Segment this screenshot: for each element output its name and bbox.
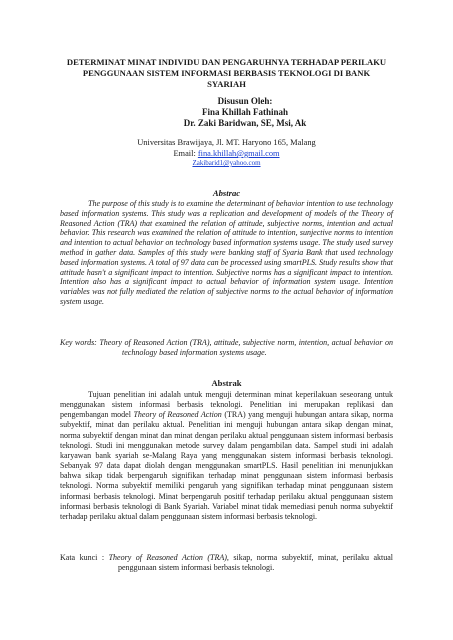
keywords-id-rest: , sikap, norma subyektif, minat, perilaku aktual penggunaan sistem informasi berbasis teknologi. <box>118 553 393 572</box>
affiliation-block <box>60 137 393 168</box>
keywords-en: Key words: Theory of Reasoned Action (TRA), attitude, subjective norm, intention, actual behavior on technology based information systems usage. <box>60 338 393 357</box>
affiliation-address: Universitas Brawijaya, Jl. MT. Haryono 165, Malang <box>137 138 316 147</box>
abstract-id-heading: Abstrak <box>211 378 242 388</box>
abstract-id-body <box>60 390 393 522</box>
abstract-en-body: The purpose of this study is to examine the determinant of behavior intention to use technology based information systems. This study was a replication and development of models of the Theory of Reasoned Action (TRA) that examined the relation of attitude, subjective norms, intention and actual behavior. This research was examined the relation of attitude to intention, sunjective norms to intention and intention to actual behavior on technology based information systems usage. The study used survey method in gather data. Samples of this study were banking staff of Syaria Bank that used technology based information systems. A total of 97 data can be processed using smartPLS. Study results show that attitude hasn't a significant impact to intention. Subjective norms has a significant impact to intention. Intention also has a significant impact to actual behavior of information system usage. Intention variables was not fully mediated the relation of subjective norms to the actual behavior of information system usage. <box>60 199 393 306</box>
abstract-en-heading: Abstrac <box>212 188 241 198</box>
keywords-id-label: Kata kunci : <box>60 553 109 562</box>
paper-title <box>60 57 393 90</box>
email-label: Email: <box>173 149 196 158</box>
title-line-2: PENGGUNAAN SISTEM INFORMASI BERBASIS TEKNOLOGI DI BANK <box>82 68 371 78</box>
title-line-1: DETERMINAT MINAT INDIVIDU DAN PENGARUHNYA TERHADAP PERILAKU <box>66 57 387 67</box>
email-link-2[interactable]: Zakibarid1@yahoo.com <box>192 159 261 167</box>
authors-label: Disusun Oleh: <box>217 96 273 106</box>
abstract-id-italic: Theory of Reasoned Action <box>133 410 222 420</box>
authors-block <box>130 96 360 129</box>
abstract-id-text-1: Tujuan penelitian ini adalah untuk menguji determinan minat keperilakuan seseorang untuk menggunakan sistem informasi berbasis teknologi. Penelitian ini merupakan replikasi dan pengembangan model <box>60 390 393 420</box>
author-2: Dr. Zaki Baridwan, SE, Msi, Ak <box>183 118 307 128</box>
author-1: Fina Khillah Fathinah <box>201 107 289 117</box>
email-line <box>60 148 393 159</box>
abstract-id-text-2: (TRA) yang menguji hubungan antara sikap, norma subyektif, minat dan perilaku aktual. Penelitian ini menguji hubungan antara sikap dengan minat, norma subyektif dengan minat dan minat dengan perilaku aktual penggunaan sistem informasi berbasis teknologi. Studi ini menggunakan metode survey dalam pengambilan data. Sampel studi ini adalah karyawan bank syariah se-Malang Raya yang menggunakan sistem informasi berbasis teknologi. Sebanyak 97 data dapat diolah dengan menggunakan smartPLS. Hasil penelitian ini menunjukkan bahwa sikap tidak berpengaruh signifikan terhadap minat penggunaan sistem informasi berbasis teknologi. Norma subyektif memiliki pengaruh yang signifikan terhadap minat penggunaan sistem informasi berbasis teknologi. Minat berpengaruh positif terhadap perilaku aktual penggunaan sistem informasi berbasis teknologi di Bank Syariah. Variabel minat tidak memediasi penuh norma subyektif terhadap perilaku aktual dalam penggunaan sistem informasi berbasis teknologi. <box>60 410 393 521</box>
title-line-3: SYARIAH <box>207 79 246 89</box>
keywords-id-italic: Theory of Reasoned Action (TRA) <box>108 553 227 562</box>
keywords-id <box>60 553 393 573</box>
email-link-1[interactable]: fina.khillah@gmail.com <box>197 149 280 158</box>
